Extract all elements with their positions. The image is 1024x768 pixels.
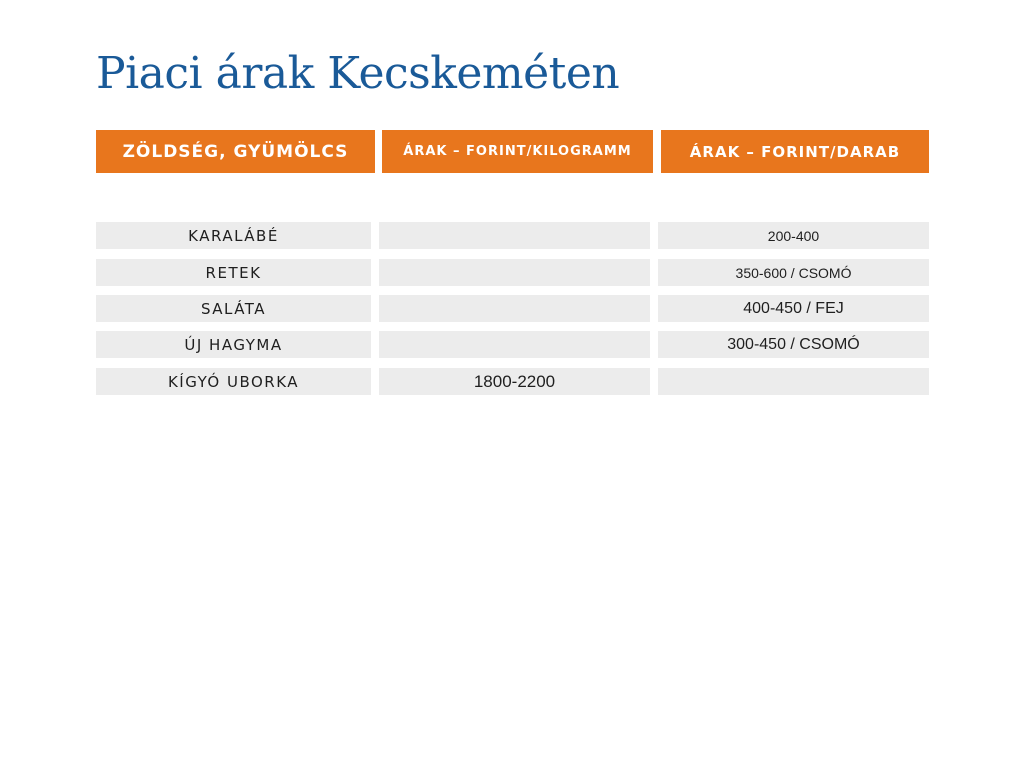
price-per-piece-cell: 350-600 / CSOMÓ [658, 259, 929, 286]
item-name-cell: KARALÁBÉ [96, 222, 371, 249]
column-header-price-per-kg: ÁRAK – FORINT/KILOGRAMM [382, 130, 653, 173]
price-per-kg-cell [379, 295, 650, 322]
price-per-piece-cell [658, 368, 929, 395]
item-name-cell: RETEK [96, 259, 371, 286]
price-per-piece-cell: 200-400 [658, 222, 929, 249]
price-per-kg-cell [379, 331, 650, 358]
price-per-kg-cell: 1800-2200 [379, 368, 650, 395]
column-header-item: ZÖLDSÉG, GYÜMÖLCS [96, 130, 375, 173]
item-name-cell: KÍGYÓ UBORKA [96, 368, 371, 395]
price-per-kg-cell [379, 222, 650, 249]
price-per-piece-cell: 300-450 / CSOMÓ [658, 331, 929, 358]
item-name-cell: SALÁTA [96, 295, 371, 322]
price-per-kg-cell [379, 259, 650, 286]
table-row [96, 331, 929, 358]
page-title: Piaci árak Kecskeméten [96, 48, 620, 99]
column-header-price-per-piece: ÁRAK – FORINT/DARAB [661, 130, 929, 173]
table-row [96, 368, 929, 395]
table-row [96, 222, 929, 249]
item-name-cell: ÚJ HAGYMA [96, 331, 371, 358]
table-row [96, 295, 929, 322]
price-per-piece-cell: 400-450 / FEJ [658, 295, 929, 322]
table-row [96, 259, 929, 286]
